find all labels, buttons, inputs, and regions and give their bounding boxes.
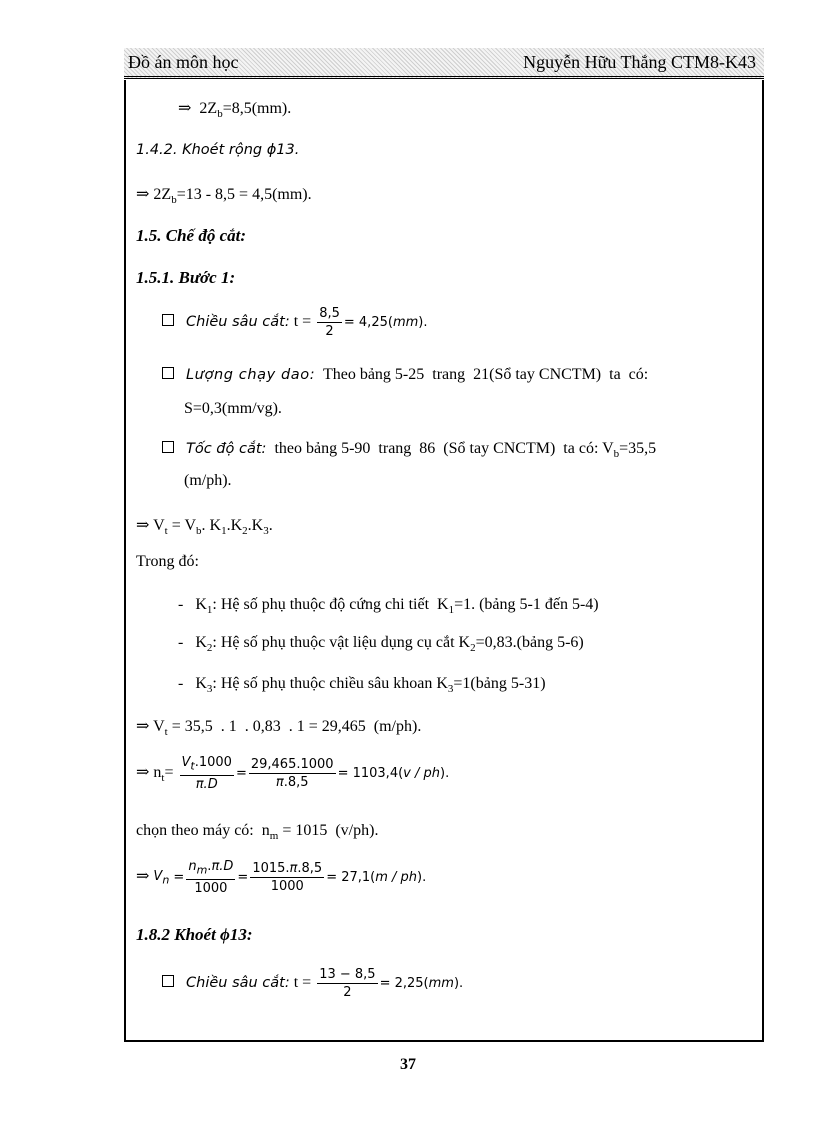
vt-value: ⇒ $V_t = 35,5$ . 1 . 0,83 . 1 = 29,465 (m/ph).: [136, 718, 422, 739]
heading-1-4-2: 1.4.2. Khoét rộng ϕ13.: [136, 142, 300, 158]
k1-item: - $K_1$: Hệ số phụ thuộc độ cứng chi tiết $K_1=1$. (bảng 5-1 đến 5-4): [178, 596, 599, 617]
bullet-chieu-sau-2: Chiều sâu cắt: t = $\frac{13 - 8,5}{2}$ = 2,25(mm).: [162, 966, 463, 1001]
checkbox-icon: [162, 975, 174, 987]
chon-theo-may: chọn theo máy có: $n_m = 1015$ (v/ph).: [136, 822, 379, 843]
trong-do: Trong đó:: [136, 553, 199, 570]
checkbox-icon: [162, 314, 174, 326]
page-number: 37: [400, 1056, 416, 1073]
line-2zb-1: ⇒ $2Z_b=8,5(mm)$.: [178, 100, 292, 121]
k3-item: - $K_3$: Hệ số phụ thuộc chiều sâu khoan $K_3=1(bảng$ 5-31): [178, 675, 546, 696]
checkbox-icon: [162, 441, 174, 453]
k2-item: - $K_2$: Hệ số phụ thuộc vật liệu dụng cụ cắt $K_2=0,83.(bảng$ 5-6): [178, 634, 584, 655]
bullet-chieu-sau: Chiều sâu cắt: t = $\frac{8,5}{2}$ = 4,25(mm).: [162, 305, 427, 340]
nt-equation: ⇒ $n_t=$ $\frac{V_t.1000}{\pi.D}$ = $\frac{29,465.1000}{\pi.8,5}$ = 1103,4(v / ph).: [136, 755, 450, 792]
bullet-toc-do: Tốc độ cắt: theo bảng 5-90 trang 86 (Sổ tay CNCTM) ta có: $V_b=35,5$: [162, 440, 656, 460]
vt-formula: ⇒ $V_t = V_b$. $K_1.K_2.K_3$.: [136, 517, 273, 538]
heading-1-5-1: 1.5.1. Bước 1:: [136, 268, 236, 287]
bullet-luong-chay-dao: Lượng chạy dao: Theo bảng 5-25 trang 21(Sổ tay CNCTM) ta có:: [162, 366, 648, 384]
heading-1-5: 1.5. Chế độ cắt:: [136, 226, 247, 245]
page-frame: [124, 80, 764, 1042]
header-right: Nguyễn Hữu Thắng CTM8-K43: [523, 52, 756, 72]
luong-value: S=0,3(mm/vg).: [184, 400, 282, 417]
header-left: Đồ án môn học: [128, 52, 239, 72]
heading-1-8-2: 1.8.2 Khoét ϕ13:: [136, 925, 253, 944]
vn-equation: ⇒ $V_n$ = $\frac{n_m.\pi.D}{1000}$ = $\frac{1015.\pi.8,5}{1000}$ = 27,1(m / ph).: [136, 859, 427, 896]
checkbox-icon: [162, 367, 174, 379]
page-header: [124, 48, 764, 79]
toc-unit: (m/ph).: [184, 472, 232, 489]
line-2zb-2: ⇒ $2Z_b=13 - 8,5 = 4,5(mm)$.: [136, 186, 312, 207]
